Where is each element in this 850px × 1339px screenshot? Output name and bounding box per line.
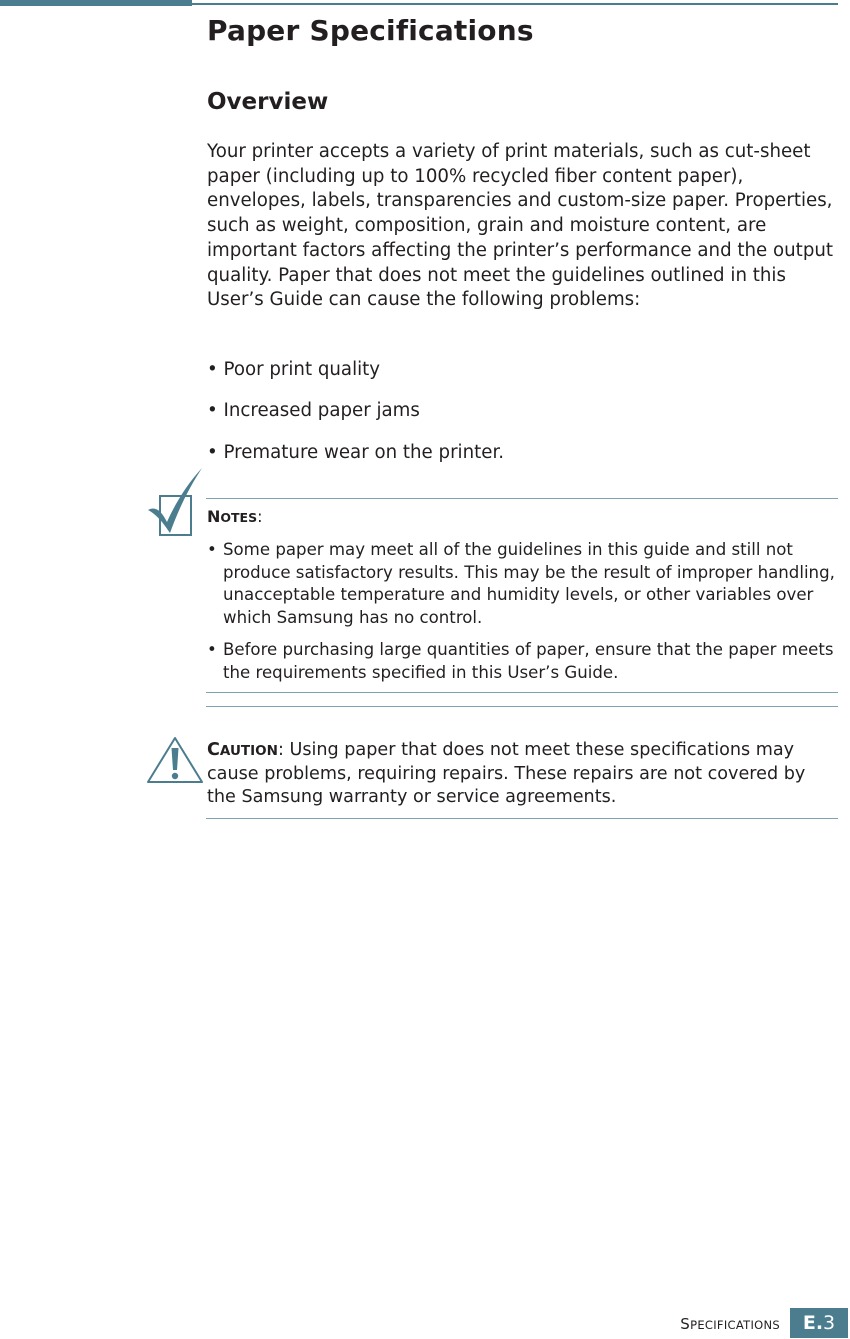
footer-section-rest: PECIFICATIONS xyxy=(690,1318,780,1332)
notes-heading xyxy=(207,507,262,526)
note-bullet: • xyxy=(207,540,217,559)
problem-item-print-quality: • Poor print quality xyxy=(207,359,381,380)
caution-label-initial: C xyxy=(207,740,220,760)
notes-label-rest: OTES xyxy=(220,510,258,525)
notes-label-initial: N xyxy=(207,507,221,526)
note-item xyxy=(207,639,847,684)
notes-label-colon: : xyxy=(257,507,263,526)
notes-top-rule xyxy=(206,498,838,499)
overview-paragraph: Your printer accepts a variety of print materials, such as cut-sheet paper (including up to 100% recycled fiber content paper), envelopes, labels, transparencies and custom-size paper. Properties, such as weight, composition, grain and moisture content, are important factors affecting the printer’s performance and the output quality. Paper that does not meet the guidelines outlined in this User’s Guide can cause the following problems: xyxy=(207,141,834,311)
note-item xyxy=(207,539,847,629)
footer-section-initial: S xyxy=(680,1315,691,1333)
caution-text xyxy=(207,739,837,810)
page-number: 3 xyxy=(823,1312,836,1334)
caution-label xyxy=(207,740,278,760)
note-text: Before purchasing large quantities of paper, ensure that the paper meets the requirements specified in this User’s Guide. xyxy=(223,640,834,682)
page-letter: E. xyxy=(802,1312,824,1334)
caution-label-rest: AUTION xyxy=(219,743,278,759)
warning-icon xyxy=(146,736,204,784)
header-rule xyxy=(192,3,838,5)
caution-body: : Using paper that does not meet these specifications may cause problems, requiring repairs. These repairs are not covered by the Samsung warranty or service agreements. xyxy=(207,740,806,808)
notes-bottom-rule xyxy=(206,692,838,693)
header-accent-bar xyxy=(0,0,192,6)
page-title: Paper Specifications xyxy=(207,14,534,47)
problem-item-paper-jams: • Increased paper jams xyxy=(207,400,420,421)
note-text: Some paper may meet all of the guidelines in this guide and still not produce satisfactory results. This may be the result of improper handling, unacceptable temperature and humidity levels, or other variables over which Samsung has no control. xyxy=(223,540,835,627)
caution-bottom-rule xyxy=(206,818,838,819)
checkmark-icon xyxy=(147,466,205,538)
problem-item-printer-wear: • Premature wear on the printer. xyxy=(207,442,505,463)
page-number-tab xyxy=(790,1308,848,1338)
footer-section-title xyxy=(620,1315,780,1333)
note-bullet: • xyxy=(207,640,217,659)
caution-top-rule xyxy=(206,706,838,707)
overview-heading: Overview xyxy=(207,89,329,115)
